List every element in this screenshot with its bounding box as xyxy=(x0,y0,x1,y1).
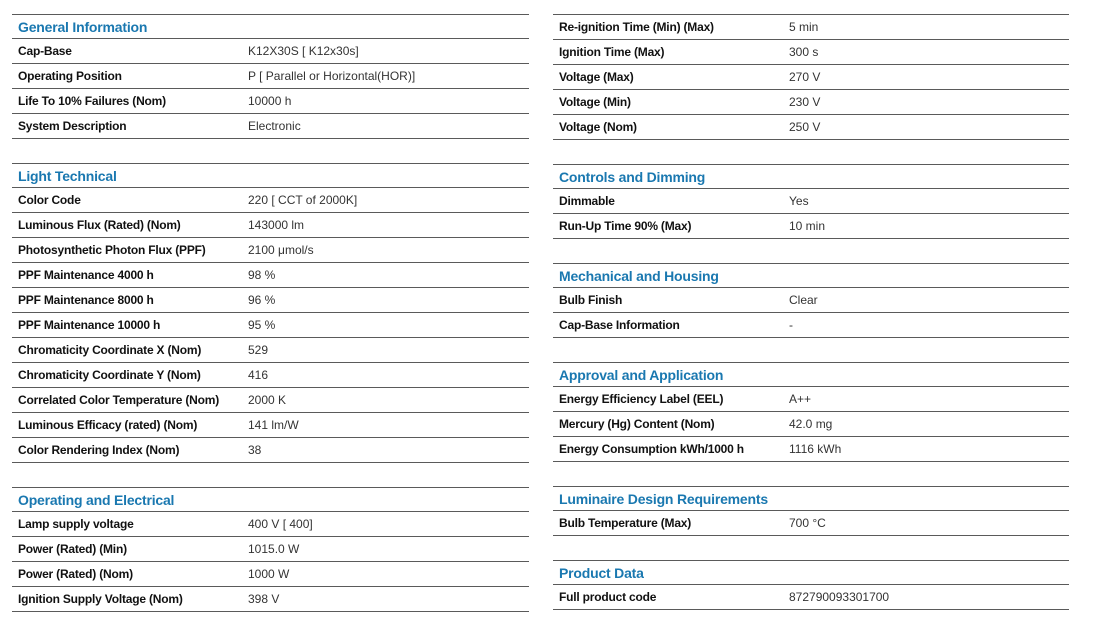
spec-row xyxy=(12,413,529,438)
spec-value: P [ Parallel or Horizontal(HOR)] xyxy=(248,69,416,83)
spec-value: 220 [ CCT of 2000K] xyxy=(248,193,358,207)
spec-label: Ignition Supply Voltage (Nom) xyxy=(18,592,183,606)
spec-value: - xyxy=(789,318,793,332)
spec-row xyxy=(12,587,529,612)
spec-label: Color Rendering Index (Nom) xyxy=(18,443,180,457)
spec-value: Clear xyxy=(789,293,818,307)
spec-value: 700 °C xyxy=(789,516,826,530)
section-title: Operating and Electrical xyxy=(12,488,529,512)
section-approval-and-application xyxy=(553,362,1069,462)
spec-value: 250 V xyxy=(789,120,821,134)
left-column xyxy=(12,14,529,612)
spec-row xyxy=(553,313,1069,338)
section-product-data xyxy=(553,560,1069,610)
spec-label: Run-Up Time 90% (Max) xyxy=(559,219,692,233)
spec-label: PPF Maintenance 8000 h xyxy=(18,293,154,307)
section-title: General Information xyxy=(12,15,529,39)
spec-row xyxy=(553,437,1069,462)
spec-value: Yes xyxy=(789,194,809,208)
spec-label: Power (Rated) (Min) xyxy=(18,542,127,556)
spec-row xyxy=(12,64,529,89)
spec-value: 10 min xyxy=(789,219,826,233)
spec-value: 95 % xyxy=(248,318,276,332)
spec-label: System Description xyxy=(18,119,127,133)
right-column xyxy=(553,14,1069,610)
spec-row xyxy=(12,188,529,213)
spec-label: Operating Position xyxy=(18,69,122,83)
spec-label: Voltage (Max) xyxy=(559,70,634,84)
spec-label: Photosynthetic Photon Flux (PPF) xyxy=(18,243,206,257)
spec-row xyxy=(12,363,529,388)
spec-value: 300 s xyxy=(789,45,819,59)
spec-label: Power (Rated) (Nom) xyxy=(18,567,133,581)
spec-label: Full product code xyxy=(559,590,657,604)
spec-label: Bulb Finish xyxy=(559,293,623,307)
section-operating-and-electrical xyxy=(12,487,529,612)
spec-row xyxy=(12,288,529,313)
spec-label: Voltage (Min) xyxy=(559,95,631,109)
spec-value: 143000 lm xyxy=(248,218,305,232)
spec-value: 270 V xyxy=(789,70,821,84)
spec-value: 141 lm/W xyxy=(248,418,299,432)
spec-row xyxy=(12,39,529,64)
spec-value: 529 xyxy=(248,343,269,357)
spec-row xyxy=(553,65,1069,90)
spec-row xyxy=(553,412,1069,437)
spec-value: 1116 kWh xyxy=(789,442,842,456)
spec-label: Bulb Temperature (Max) xyxy=(559,516,692,530)
section-title: Product Data xyxy=(553,561,1069,585)
spec-value: 872790093301700 xyxy=(789,590,890,604)
spec-value: 10000 h xyxy=(248,94,292,108)
section-luminaire-design-requirements xyxy=(553,486,1069,536)
spec-value: 230 V xyxy=(789,95,821,109)
spec-row xyxy=(12,537,529,562)
spec-row xyxy=(12,114,529,139)
spec-label: Correlated Color Temperature (Nom) xyxy=(18,393,220,407)
spec-value: K12X30S [ K12x30s] xyxy=(248,44,359,58)
section-title: Controls and Dimming xyxy=(553,165,1069,189)
spec-value: 98 % xyxy=(248,268,276,282)
spec-label: Luminous Flux (Rated) (Nom) xyxy=(18,218,181,232)
spec-label: Voltage (Nom) xyxy=(559,120,637,134)
spec-row xyxy=(553,511,1069,536)
spec-value: 400 V [ 400] xyxy=(248,517,313,531)
spec-row xyxy=(553,40,1069,65)
spec-value: 42.0 mg xyxy=(789,417,833,431)
section-light-technical xyxy=(12,163,529,463)
section-title: Approval and Application xyxy=(553,363,1069,387)
spec-row xyxy=(553,214,1069,239)
spec-label: Energy Efficiency Label (EEL) xyxy=(559,392,724,406)
spec-label: Color Code xyxy=(18,193,81,207)
spec-value: A++ xyxy=(789,392,812,406)
spec-label: Re-ignition Time (Min) (Max) xyxy=(559,20,714,34)
spec-row xyxy=(12,313,529,338)
spec-row xyxy=(12,512,529,537)
spec-row xyxy=(12,388,529,413)
spec-value: 398 V xyxy=(248,592,280,606)
spec-value: 38 xyxy=(248,443,262,457)
spec-row xyxy=(12,238,529,263)
spec-row xyxy=(553,387,1069,412)
spec-row xyxy=(553,288,1069,313)
section-title: Mechanical and Housing xyxy=(553,264,1069,288)
spec-row xyxy=(553,585,1069,610)
spec-label: Ignition Time (Max) xyxy=(559,45,665,59)
spec-label: Dimmable xyxy=(559,194,615,208)
spec-row xyxy=(12,438,529,463)
spec-row xyxy=(553,115,1069,140)
spec-label: Chromaticity Coordinate X (Nom) xyxy=(18,343,202,357)
spec-label: Cap-Base xyxy=(18,44,72,58)
spec-label: Life To 10% Failures (Nom) xyxy=(18,94,166,108)
spec-label: PPF Maintenance 10000 h xyxy=(18,318,161,332)
section-mechanical-and-housing xyxy=(553,263,1069,338)
spec-value: 1000 W xyxy=(248,567,290,581)
spec-row xyxy=(553,15,1069,40)
spec-label: Luminous Efficacy (rated) (Nom) xyxy=(18,418,198,432)
spec-label: Chromaticity Coordinate Y (Nom) xyxy=(18,368,201,382)
spec-label: Cap-Base Information xyxy=(559,318,680,332)
spec-row xyxy=(12,562,529,587)
spec-row xyxy=(12,89,529,114)
spec-row xyxy=(553,90,1069,115)
spec-row xyxy=(12,263,529,288)
section-general-information xyxy=(12,14,529,139)
section-title: Luminaire Design Requirements xyxy=(553,487,1069,511)
spec-label: Energy Consumption kWh/1000 h xyxy=(559,442,744,456)
spec-value: 1015.0 W xyxy=(248,542,300,556)
spec-value: 2100 μmol/s xyxy=(248,243,314,257)
spec-value: Electronic xyxy=(248,119,301,133)
section-continued xyxy=(553,14,1069,140)
spec-value: 96 % xyxy=(248,293,276,307)
section-controls-and-dimming xyxy=(553,164,1069,239)
spec-label: Mercury (Hg) Content (Nom) xyxy=(559,417,715,431)
section-title: Light Technical xyxy=(12,164,529,188)
spec-value: 2000 K xyxy=(248,393,287,407)
spec-value: 416 xyxy=(248,368,269,382)
spec-row xyxy=(553,189,1069,214)
spec-row xyxy=(12,338,529,363)
spec-row xyxy=(12,213,529,238)
spec-value: 5 min xyxy=(789,20,819,34)
spec-label: PPF Maintenance 4000 h xyxy=(18,268,154,282)
spec-label: Lamp supply voltage xyxy=(18,517,134,531)
